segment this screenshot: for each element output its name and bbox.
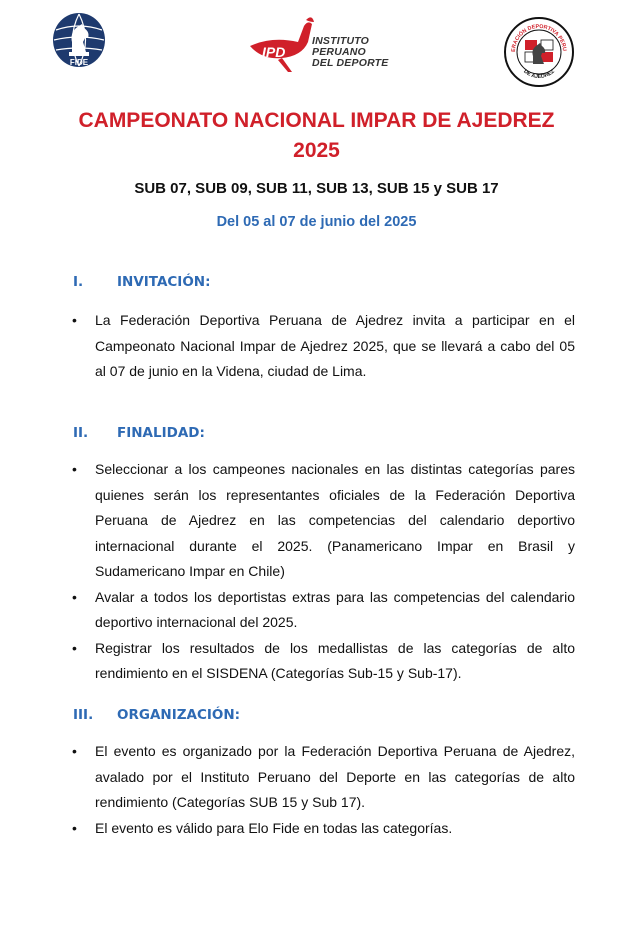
section-title: FINALIDAD: <box>117 425 205 441</box>
section-number: I. <box>73 274 84 290</box>
ipd-name-line2: PERUANO <box>312 46 366 58</box>
section-list-organizacion <box>70 739 575 841</box>
section-list-invitacion <box>70 308 575 385</box>
ipd-abbrev: IPD <box>262 44 286 60</box>
fide-label: FIDE <box>69 58 89 67</box>
fdpa-seal-bottom-text: DE AJEDREZ <box>522 68 556 81</box>
title-line2: 2025 <box>293 139 340 162</box>
fdpa-seal-icon <box>503 16 575 88</box>
fide-logo <box>52 12 106 74</box>
title-line1: CAMPEONATO NACIONAL IMPAR DE AJEDREZ <box>78 109 555 132</box>
section-heading-organizacion <box>73 707 240 723</box>
categories-subtitle: SUB 07, SUB 09, SUB 11, SUB 13, SUB 15 y SUB 17 <box>134 180 499 197</box>
ipd-name <box>312 36 389 69</box>
fdpa-seal <box>503 16 575 88</box>
section-list-finalidad <box>70 457 575 687</box>
list-item: • El evento es válido para Elo Fide en todas las categorías. <box>70 816 575 842</box>
section-title: INVITACIÓN: <box>117 274 211 290</box>
section-title: ORGANIZACIÓN: <box>117 707 241 723</box>
section-number: III. <box>73 707 94 723</box>
list-item: • El evento es organizado por la Federación Deportiva Peruana de Ajedrez, avalado por el Instituto Peruano del Deporte en las categorías de alto rendimiento (Categorías SUB 15 y Sub 17). <box>70 739 575 816</box>
list-item: • Seleccionar a los campeones nacionales en las distintas categorías pares quienes serán los representantes oficiales de la Federación Deportiva Peruana de Ajedrez en las competencias del calendario deportivo internacional durante el 2025. (Panamericano Impar en Brasil y Sudamericano Impar en Chile) <box>70 457 575 585</box>
list-item: • La Federación Deportiva Peruana de Ajedrez invita a participar en el Campeonato Nacional Impar de Ajedrez 2025, que se llevará a cabo del 05 al 07 de junio en la Videna, ciudad de Lima. <box>70 308 575 385</box>
list-item: • Registrar los resultados de los medallistas de las categorías de alto rendimiento en el SISDENA (Categorías Sub-15 y Sub-17). <box>70 636 575 687</box>
event-dates: Del 05 al 07 de junio del 2025 <box>216 214 417 230</box>
section-heading-finalidad <box>73 425 205 441</box>
header-logos <box>0 10 633 90</box>
ipd-name-line1: INSTITUTO <box>312 35 370 47</box>
list-item: • Avalar a todos los deportistas extras para las competencias del calendario deportivo internacional del 2025. <box>70 585 575 636</box>
fdpa-seal-top-text: ERACIÓN DEPORTIVA PERU <box>510 23 568 53</box>
document-title <box>0 106 633 166</box>
section-number: II. <box>73 425 89 441</box>
section-heading-invitacion <box>73 274 211 290</box>
ipd-logo <box>242 16 392 78</box>
ipd-name-line3: DEL DEPORTE <box>312 57 389 69</box>
